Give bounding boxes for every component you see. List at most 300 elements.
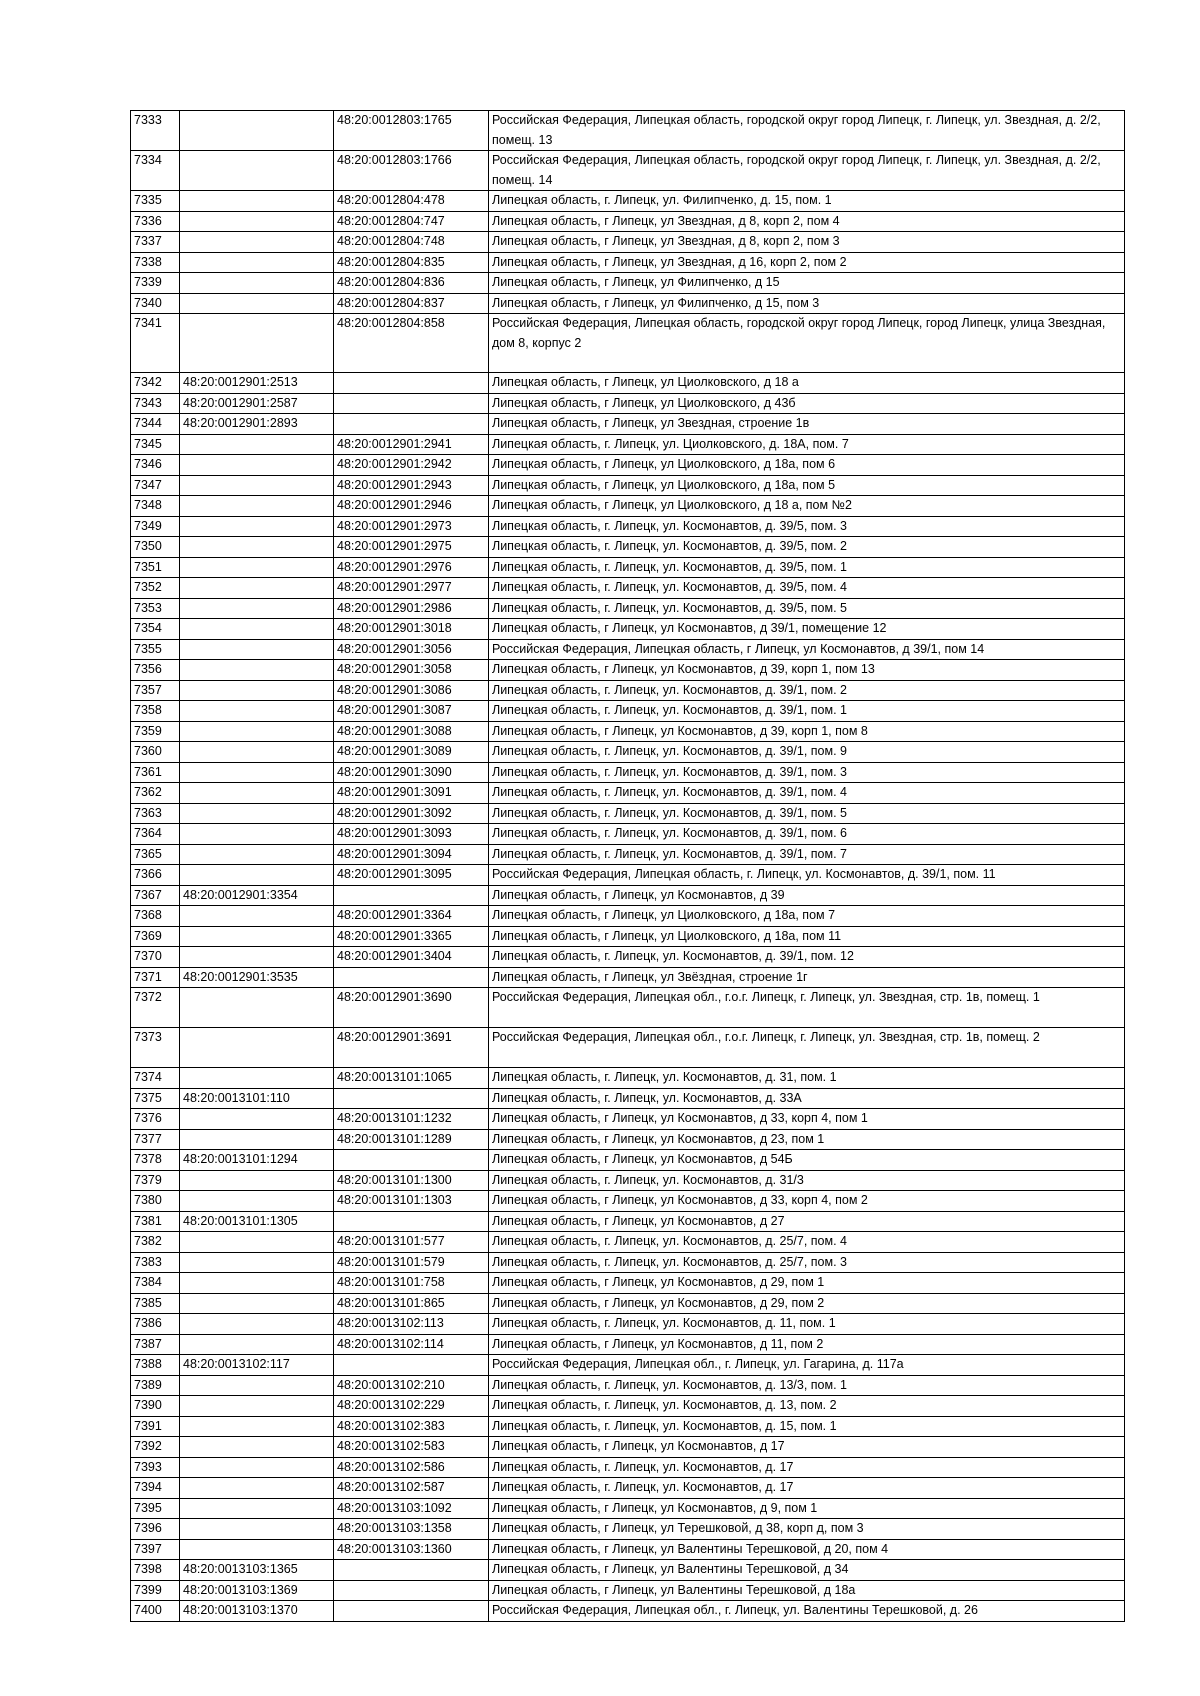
row-number-cell: 7397 xyxy=(131,1539,180,1560)
table-row xyxy=(131,844,1125,865)
address-cell: Липецкая область, г. Липецк, ул. Космонавтов, д. 39/5, пом. 4 xyxy=(489,578,1125,599)
table-row xyxy=(131,516,1125,537)
row-number-cell: 7343 xyxy=(131,393,180,414)
building-cadastral-number-cell xyxy=(180,273,334,294)
building-cadastral-number-cell xyxy=(180,721,334,742)
table-row xyxy=(131,1416,1125,1437)
table-row xyxy=(131,1314,1125,1335)
address-cell: Липецкая область, г. Липецк, ул. Космонавтов, д. 39/5, пом. 1 xyxy=(489,557,1125,578)
table-row xyxy=(131,111,1125,151)
building-cadastral-number-cell xyxy=(180,1375,334,1396)
table-row xyxy=(131,273,1125,294)
table-row xyxy=(131,1334,1125,1355)
address-cell: Липецкая область, г Липецк, ул Космонавтов, д 39/1, помещение 12 xyxy=(489,619,1125,640)
row-number-cell: 7338 xyxy=(131,252,180,273)
building-cadastral-number-cell: 48:20:0013103:1369 xyxy=(180,1580,334,1601)
premises-cadastral-number-cell: 48:20:0013102:229 xyxy=(334,1396,489,1417)
building-cadastral-number-cell xyxy=(180,947,334,968)
table-row xyxy=(131,742,1125,763)
premises-cadastral-number-cell: 48:20:0013101:1232 xyxy=(334,1109,489,1130)
row-number-cell: 7359 xyxy=(131,721,180,742)
address-cell: Липецкая область, г Липецк, ул Циолковского, д 18а, пом 5 xyxy=(489,475,1125,496)
building-cadastral-number-cell: 48:20:0012901:2893 xyxy=(180,414,334,435)
building-cadastral-number-cell xyxy=(180,1252,334,1273)
row-number-cell: 7349 xyxy=(131,516,180,537)
row-number-cell: 7375 xyxy=(131,1088,180,1109)
row-number-cell: 7383 xyxy=(131,1252,180,1273)
row-number-cell: 7387 xyxy=(131,1334,180,1355)
row-number-cell: 7366 xyxy=(131,865,180,886)
address-cell: Российская Федерация, Липецкая обл., г. Липецк, ул. Валентины Терешковой, д. 26 xyxy=(489,1601,1125,1622)
building-cadastral-number-cell: 48:20:0013101:110 xyxy=(180,1088,334,1109)
row-number-cell: 7369 xyxy=(131,926,180,947)
row-number-cell: 7389 xyxy=(131,1375,180,1396)
address-cell: Липецкая область, г Липецк, ул Космонавтов, д 54Б xyxy=(489,1150,1125,1171)
table-row xyxy=(131,1068,1125,1089)
address-cell: Липецкая область, г Липецк, ул Филипченко, д 15 xyxy=(489,273,1125,294)
premises-cadastral-number-cell: 48:20:0012901:3018 xyxy=(334,619,489,640)
premises-cadastral-number-cell: 48:20:0012901:3404 xyxy=(334,947,489,968)
address-cell: Липецкая область, г. Липецк, ул. Космонавтов, д. 39/5, пом. 2 xyxy=(489,537,1125,558)
row-number-cell: 7354 xyxy=(131,619,180,640)
building-cadastral-number-cell xyxy=(180,293,334,314)
building-cadastral-number-cell: 48:20:0013101:1305 xyxy=(180,1211,334,1232)
row-number-cell: 7362 xyxy=(131,783,180,804)
premises-cadastral-number-cell: 48:20:0012901:3087 xyxy=(334,701,489,722)
building-cadastral-number-cell xyxy=(180,742,334,763)
premises-cadastral-number-cell: 48:20:0013103:1092 xyxy=(334,1498,489,1519)
table-row xyxy=(131,906,1125,927)
row-number-cell: 7377 xyxy=(131,1129,180,1150)
table-row xyxy=(131,803,1125,824)
row-number-cell: 7339 xyxy=(131,273,180,294)
premises-cadastral-number-cell: 48:20:0012804:837 xyxy=(334,293,489,314)
row-number-cell: 7395 xyxy=(131,1498,180,1519)
table-row xyxy=(131,1396,1125,1417)
premises-cadastral-number-cell: 48:20:0012901:2941 xyxy=(334,434,489,455)
building-cadastral-number-cell xyxy=(180,191,334,212)
address-cell: Липецкая область, г. Липецк, ул. Космонавтов, д. 25/7, пом. 4 xyxy=(489,1232,1125,1253)
premises-cadastral-number-cell xyxy=(334,393,489,414)
row-number-cell: 7398 xyxy=(131,1560,180,1581)
premises-cadastral-number-cell: 48:20:0012804:747 xyxy=(334,211,489,232)
row-number-cell: 7358 xyxy=(131,701,180,722)
building-cadastral-number-cell xyxy=(180,232,334,253)
table-row xyxy=(131,393,1125,414)
address-cell: Липецкая область, г. Липецк, ул. Космонавтов, д. 39/1, пом. 6 xyxy=(489,824,1125,845)
address-cell: Липецкая область, г Липецк, ул Космонавтов, д 29, пом 2 xyxy=(489,1293,1125,1314)
table-row xyxy=(131,660,1125,681)
table-row xyxy=(131,721,1125,742)
row-number-cell: 7356 xyxy=(131,660,180,681)
premises-cadastral-number-cell: 48:20:0012901:2973 xyxy=(334,516,489,537)
building-cadastral-number-cell xyxy=(180,1273,334,1294)
premises-cadastral-number-cell: 48:20:0013101:1300 xyxy=(334,1170,489,1191)
building-cadastral-number-cell xyxy=(180,680,334,701)
premises-cadastral-number-cell: 48:20:0012901:3095 xyxy=(334,865,489,886)
building-cadastral-number-cell: 48:20:0013101:1294 xyxy=(180,1150,334,1171)
table-row xyxy=(131,824,1125,845)
premises-cadastral-number-cell: 48:20:0012901:3058 xyxy=(334,660,489,681)
address-cell: Липецкая область, г. Липецк, ул. Космонавтов, д. 39/1, пом. 2 xyxy=(489,680,1125,701)
row-number-cell: 7345 xyxy=(131,434,180,455)
row-number-cell: 7333 xyxy=(131,111,180,151)
table-row xyxy=(131,1293,1125,1314)
address-cell: Липецкая область, г. Липецк, ул. Космонавтов, д. 39/1, пом. 5 xyxy=(489,803,1125,824)
building-cadastral-number-cell xyxy=(180,660,334,681)
address-cell: Липецкая область, г. Липецк, ул. Космонавтов, д. 13, пом. 2 xyxy=(489,1396,1125,1417)
table-row xyxy=(131,1539,1125,1560)
building-cadastral-number-cell xyxy=(180,1478,334,1499)
building-cadastral-number-cell xyxy=(180,211,334,232)
premises-cadastral-number-cell xyxy=(334,1580,489,1601)
table-row xyxy=(131,1498,1125,1519)
row-number-cell: 7378 xyxy=(131,1150,180,1171)
table-row xyxy=(131,1478,1125,1499)
address-cell: Липецкая область, г Липецк, ул Космонавтов, д 39 xyxy=(489,885,1125,906)
building-cadastral-number-cell: 48:20:0012901:2513 xyxy=(180,373,334,394)
address-cell: Липецкая область, г. Липецк, ул. Космонавтов, д. 39/1, пом. 12 xyxy=(489,947,1125,968)
premises-cadastral-number-cell: 48:20:0013102:383 xyxy=(334,1416,489,1437)
building-cadastral-number-cell xyxy=(180,1129,334,1150)
building-cadastral-number-cell xyxy=(180,252,334,273)
premises-cadastral-number-cell: 48:20:0013102:587 xyxy=(334,1478,489,1499)
row-number-cell: 7365 xyxy=(131,844,180,865)
table-row xyxy=(131,557,1125,578)
premises-cadastral-number-cell xyxy=(334,1601,489,1622)
address-cell: Липецкая область, г Липецк, ул Валентины Терешковой, д 18а xyxy=(489,1580,1125,1601)
building-cadastral-number-cell xyxy=(180,1170,334,1191)
address-cell: Липецкая область, г Липецк, ул Звездная, д 16, корп 2, пом 2 xyxy=(489,252,1125,273)
table-row xyxy=(131,1375,1125,1396)
address-cell: Липецкая область, г. Липецк, ул. Космонавтов, д. 39/1, пом. 3 xyxy=(489,762,1125,783)
row-number-cell: 7346 xyxy=(131,455,180,476)
address-cell: Липецкая область, г Липецк, ул Звездная, д 8, корп 2, пом 3 xyxy=(489,232,1125,253)
address-cell: Липецкая область, г Липецк, ул Космонавтов, д 27 xyxy=(489,1211,1125,1232)
row-number-cell: 7370 xyxy=(131,947,180,968)
address-cell: Российская Федерация, Липецкая область, г. Липецк, ул. Космонавтов, д. 39/1, пом. 11 xyxy=(489,865,1125,886)
building-cadastral-number-cell xyxy=(180,1191,334,1212)
table-row xyxy=(131,1252,1125,1273)
row-number-cell: 7380 xyxy=(131,1191,180,1212)
row-number-cell: 7350 xyxy=(131,537,180,558)
premises-cadastral-number-cell: 48:20:0012901:3089 xyxy=(334,742,489,763)
building-cadastral-number-cell xyxy=(180,865,334,886)
row-number-cell: 7337 xyxy=(131,232,180,253)
premises-cadastral-number-cell: 48:20:0013102:114 xyxy=(334,1334,489,1355)
premises-cadastral-number-cell: 48:20:0012901:2986 xyxy=(334,598,489,619)
building-cadastral-number-cell: 48:20:0013103:1370 xyxy=(180,1601,334,1622)
address-cell: Липецкая область, г. Липецк, ул. Космонавтов, д. 39/1, пом. 1 xyxy=(489,701,1125,722)
table-row xyxy=(131,578,1125,599)
address-cell: Российская Федерация, Липецкая обл., г. Липецк, ул. Гагарина, д. 117а xyxy=(489,1355,1125,1376)
building-cadastral-number-cell xyxy=(180,434,334,455)
address-cell: Липецкая область, г Липецк, ул Валентины Терешковой, д 20, пом 4 xyxy=(489,1539,1125,1560)
premises-cadastral-number-cell: 48:20:0012901:2942 xyxy=(334,455,489,476)
premises-cadastral-number-cell: 48:20:0012901:2977 xyxy=(334,578,489,599)
table-row xyxy=(131,496,1125,517)
table-row xyxy=(131,434,1125,455)
table-row xyxy=(131,455,1125,476)
building-cadastral-number-cell xyxy=(180,1396,334,1417)
table-row xyxy=(131,1211,1125,1232)
premises-cadastral-number-cell xyxy=(334,1150,489,1171)
premises-cadastral-number-cell: 48:20:0012901:3091 xyxy=(334,783,489,804)
building-cadastral-number-cell xyxy=(180,111,334,151)
table-row xyxy=(131,1273,1125,1294)
building-cadastral-number-cell: 48:20:0012901:2587 xyxy=(180,393,334,414)
table-row xyxy=(131,373,1125,394)
address-cell: Липецкая область, г. Липецк, ул. Космонавтов, д. 39/5, пом. 3 xyxy=(489,516,1125,537)
table-row xyxy=(131,414,1125,435)
table-row xyxy=(131,1437,1125,1458)
premises-cadastral-number-cell: 48:20:0012901:2943 xyxy=(334,475,489,496)
address-cell: Российская Федерация, Липецкая область, городской округ город Липецк, город Липецк, улица Звездная, дом 8, корпус 2 xyxy=(489,314,1125,373)
premises-cadastral-number-cell: 48:20:0012804:836 xyxy=(334,273,489,294)
address-cell: Липецкая область, г. Липецк, ул. Филипченко, д. 15, пом. 1 xyxy=(489,191,1125,212)
table-row xyxy=(131,1129,1125,1150)
table-row xyxy=(131,1109,1125,1130)
building-cadastral-number-cell: 48:20:0013102:117 xyxy=(180,1355,334,1376)
row-number-cell: 7347 xyxy=(131,475,180,496)
address-cell: Липецкая область, г Липецк, ул Космонавтов, д 33, корп 4, пом 1 xyxy=(489,1109,1125,1130)
building-cadastral-number-cell xyxy=(180,1314,334,1335)
table-row xyxy=(131,988,1125,1028)
row-number-cell: 7391 xyxy=(131,1416,180,1437)
building-cadastral-number-cell xyxy=(180,1334,334,1355)
building-cadastral-number-cell xyxy=(180,455,334,476)
table-row xyxy=(131,947,1125,968)
address-cell: Российская Федерация, Липецкая область, городской округ город Липецк, г. Липецк, ул. Звездная, д. 2/2, помещ. 14 xyxy=(489,151,1125,191)
building-cadastral-number-cell xyxy=(180,1539,334,1560)
building-cadastral-number-cell xyxy=(180,578,334,599)
building-cadastral-number-cell xyxy=(180,701,334,722)
premises-cadastral-number-cell: 48:20:0013101:865 xyxy=(334,1293,489,1314)
row-number-cell: 7360 xyxy=(131,742,180,763)
premises-cadastral-number-cell xyxy=(334,967,489,988)
premises-cadastral-number-cell: 48:20:0012901:3056 xyxy=(334,639,489,660)
premises-cadastral-number-cell: 48:20:0013101:1289 xyxy=(334,1129,489,1150)
building-cadastral-number-cell xyxy=(180,496,334,517)
row-number-cell: 7396 xyxy=(131,1519,180,1540)
row-number-cell: 7384 xyxy=(131,1273,180,1294)
building-cadastral-number-cell xyxy=(180,557,334,578)
row-number-cell: 7390 xyxy=(131,1396,180,1417)
table-row xyxy=(131,619,1125,640)
address-cell: Липецкая область, г Липецк, ул Космонавтов, д 11, пом 2 xyxy=(489,1334,1125,1355)
building-cadastral-number-cell: 48:20:0012901:3354 xyxy=(180,885,334,906)
table-row xyxy=(131,865,1125,886)
premises-cadastral-number-cell: 48:20:0013102:586 xyxy=(334,1457,489,1478)
address-cell: Липецкая область, г. Липецк, ул. Космонавтов, д. 39/1, пом. 9 xyxy=(489,742,1125,763)
address-cell: Липецкая область, г. Липецк, ул. Космонавтов, д. 17 xyxy=(489,1457,1125,1478)
building-cadastral-number-cell xyxy=(180,844,334,865)
premises-cadastral-number-cell xyxy=(334,414,489,435)
row-number-cell: 7363 xyxy=(131,803,180,824)
building-cadastral-number-cell xyxy=(180,1109,334,1130)
table-row xyxy=(131,191,1125,212)
premises-cadastral-number-cell: 48:20:0013103:1358 xyxy=(334,1519,489,1540)
premises-cadastral-number-cell: 48:20:0013101:1065 xyxy=(334,1068,489,1089)
premises-cadastral-number-cell xyxy=(334,885,489,906)
address-cell: Липецкая область, г Липецк, ул Звездная, д 8, корп 2, пом 4 xyxy=(489,211,1125,232)
table-row xyxy=(131,537,1125,558)
table-row xyxy=(131,967,1125,988)
premises-cadastral-number-cell: 48:20:0013101:577 xyxy=(334,1232,489,1253)
table-row xyxy=(131,1560,1125,1581)
building-cadastral-number-cell xyxy=(180,475,334,496)
table-row xyxy=(131,926,1125,947)
premises-cadastral-number-cell: 48:20:0013102:210 xyxy=(334,1375,489,1396)
address-cell: Липецкая область, г Липецк, ул Космонавтов, д 29, пом 1 xyxy=(489,1273,1125,1294)
row-number-cell: 7340 xyxy=(131,293,180,314)
premises-cadastral-number-cell: 48:20:0012901:3090 xyxy=(334,762,489,783)
premises-cadastral-number-cell: 48:20:0012803:1766 xyxy=(334,151,489,191)
table-row xyxy=(131,1355,1125,1376)
building-cadastral-number-cell xyxy=(180,762,334,783)
building-cadastral-number-cell xyxy=(180,1457,334,1478)
address-cell: Российская Федерация, Липецкая обл., г.о.г. Липецк, г. Липецк, ул. Звездная, стр. 1в, помещ. 1 xyxy=(489,988,1125,1028)
premises-cadastral-number-cell: 48:20:0012901:2975 xyxy=(334,537,489,558)
building-cadastral-number-cell xyxy=(180,988,334,1028)
row-number-cell: 7379 xyxy=(131,1170,180,1191)
row-number-cell: 7371 xyxy=(131,967,180,988)
address-cell: Липецкая область, г Липецк, ул Циолковского, д 43б xyxy=(489,393,1125,414)
address-cell: Липецкая область, г. Липецк, ул. Космонавтов, д. 25/7, пом. 3 xyxy=(489,1252,1125,1273)
row-number-cell: 7341 xyxy=(131,314,180,373)
address-cell: Липецкая область, г. Липецк, ул. Космонавтов, д. 39/1, пом. 7 xyxy=(489,844,1125,865)
address-cell: Липецкая область, г Липецк, ул Циолковского, д 18 а xyxy=(489,373,1125,394)
premises-cadastral-number-cell xyxy=(334,1355,489,1376)
row-number-cell: 7368 xyxy=(131,906,180,927)
row-number-cell: 7353 xyxy=(131,598,180,619)
building-cadastral-number-cell xyxy=(180,151,334,191)
premises-cadastral-number-cell: 48:20:0012804:478 xyxy=(334,191,489,212)
address-cell: Липецкая область, г Липецк, ул Звездная, строение 1в xyxy=(489,414,1125,435)
premises-cadastral-number-cell: 48:20:0013102:583 xyxy=(334,1437,489,1458)
address-cell: Липецкая область, г Липецк, ул Валентины Терешковой, д 34 xyxy=(489,1560,1125,1581)
building-cadastral-number-cell xyxy=(180,1232,334,1253)
row-number-cell: 7342 xyxy=(131,373,180,394)
address-cell: Липецкая область, г Липецк, ул Космонавтов, д 23, пом 1 xyxy=(489,1129,1125,1150)
address-cell: Российская Федерация, Липецкая область, г Липецк, ул Космонавтов, д 39/1, пом 14 xyxy=(489,639,1125,660)
table-row xyxy=(131,252,1125,273)
row-number-cell: 7364 xyxy=(131,824,180,845)
table-row xyxy=(131,1519,1125,1540)
row-number-cell: 7372 xyxy=(131,988,180,1028)
row-number-cell: 7367 xyxy=(131,885,180,906)
row-number-cell: 7388 xyxy=(131,1355,180,1376)
premises-cadastral-number-cell: 48:20:0012901:3093 xyxy=(334,824,489,845)
table-row xyxy=(131,1191,1125,1212)
row-number-cell: 7344 xyxy=(131,414,180,435)
table-row xyxy=(131,151,1125,191)
table-row xyxy=(131,639,1125,660)
premises-cadastral-number-cell: 48:20:0012901:3691 xyxy=(334,1028,489,1068)
row-number-cell: 7394 xyxy=(131,1478,180,1499)
table-row xyxy=(131,211,1125,232)
address-cell: Липецкая область, г. Липецк, ул. Циолковского, д. 18А, пом. 7 xyxy=(489,434,1125,455)
premises-cadastral-number-cell: 48:20:0012901:3086 xyxy=(334,680,489,701)
premises-cadastral-number-cell xyxy=(334,1560,489,1581)
address-cell: Липецкая область, г. Липецк, ул. Космонавтов, д. 39/5, пом. 5 xyxy=(489,598,1125,619)
row-number-cell: 7348 xyxy=(131,496,180,517)
address-cell: Липецкая область, г. Липецк, ул. Космонавтов, д. 33А xyxy=(489,1088,1125,1109)
premises-cadastral-number-cell: 48:20:0012901:3364 xyxy=(334,906,489,927)
table-row xyxy=(131,1170,1125,1191)
premises-cadastral-number-cell: 48:20:0013103:1360 xyxy=(334,1539,489,1560)
row-number-cell: 7355 xyxy=(131,639,180,660)
building-cadastral-number-cell xyxy=(180,537,334,558)
address-cell: Липецкая область, г Липецк, ул Циолковского, д 18а, пом 7 xyxy=(489,906,1125,927)
row-number-cell: 7399 xyxy=(131,1580,180,1601)
address-cell: Липецкая область, г Липецк, ул Космонавтов, д 39, корп 1, пом 8 xyxy=(489,721,1125,742)
address-cell: Российская Федерация, Липецкая обл., г.о.г. Липецк, г. Липецк, ул. Звездная, стр. 1в, помещ. 2 xyxy=(489,1028,1125,1068)
property-table xyxy=(130,110,1125,1622)
row-number-cell: 7382 xyxy=(131,1232,180,1253)
address-cell: Липецкая область, г. Липецк, ул. Космонавтов, д. 11, пом. 1 xyxy=(489,1314,1125,1335)
premises-cadastral-number-cell: 48:20:0012901:3365 xyxy=(334,926,489,947)
table-row xyxy=(131,598,1125,619)
building-cadastral-number-cell xyxy=(180,516,334,537)
building-cadastral-number-cell xyxy=(180,619,334,640)
premises-cadastral-number-cell xyxy=(334,373,489,394)
building-cadastral-number-cell xyxy=(180,1028,334,1068)
building-cadastral-number-cell xyxy=(180,803,334,824)
row-number-cell: 7334 xyxy=(131,151,180,191)
premises-cadastral-number-cell: 48:20:0012901:3690 xyxy=(334,988,489,1028)
row-number-cell: 7373 xyxy=(131,1028,180,1068)
table-row xyxy=(131,475,1125,496)
table-row xyxy=(131,232,1125,253)
address-cell: Липецкая область, г Липецк, ул Космонавтов, д 33, корп 4, пом 2 xyxy=(489,1191,1125,1212)
table-row xyxy=(131,762,1125,783)
row-number-cell: 7352 xyxy=(131,578,180,599)
building-cadastral-number-cell xyxy=(180,1437,334,1458)
building-cadastral-number-cell xyxy=(180,1293,334,1314)
premises-cadastral-number-cell: 48:20:0012804:748 xyxy=(334,232,489,253)
table-row xyxy=(131,783,1125,804)
row-number-cell: 7392 xyxy=(131,1437,180,1458)
premises-cadastral-number-cell: 48:20:0012804:858 xyxy=(334,314,489,373)
building-cadastral-number-cell xyxy=(180,906,334,927)
table-row xyxy=(131,1150,1125,1171)
premises-cadastral-number-cell: 48:20:0013101:1303 xyxy=(334,1191,489,1212)
address-cell: Липецкая область, г Липецк, ул Циолковского, д 18а, пом 6 xyxy=(489,455,1125,476)
address-cell: Липецкая область, г Липецк, ул Циолковского, д 18а, пом 11 xyxy=(489,926,1125,947)
premises-cadastral-number-cell xyxy=(334,1088,489,1109)
premises-cadastral-number-cell xyxy=(334,1211,489,1232)
table-row xyxy=(131,1580,1125,1601)
building-cadastral-number-cell xyxy=(180,824,334,845)
premises-cadastral-number-cell: 48:20:0013102:113 xyxy=(334,1314,489,1335)
address-cell: Липецкая область, г. Липецк, ул. Космонавтов, д. 31, пом. 1 xyxy=(489,1068,1125,1089)
building-cadastral-number-cell xyxy=(180,1498,334,1519)
row-number-cell: 7400 xyxy=(131,1601,180,1622)
row-number-cell: 7386 xyxy=(131,1314,180,1335)
table-row xyxy=(131,1232,1125,1253)
premises-cadastral-number-cell: 48:20:0012901:3094 xyxy=(334,844,489,865)
address-cell: Липецкая область, г Липецк, ул Филипченко, д 15, пом 3 xyxy=(489,293,1125,314)
premises-cadastral-number-cell: 48:20:0012901:2976 xyxy=(334,557,489,578)
premises-cadastral-number-cell: 48:20:0012901:3088 xyxy=(334,721,489,742)
address-cell: Липецкая область, г. Липецк, ул. Космонавтов, д. 39/1, пом. 4 xyxy=(489,783,1125,804)
address-cell: Липецкая область, г Липецк, ул Космонавтов, д 9, пом 1 xyxy=(489,1498,1125,1519)
row-number-cell: 7381 xyxy=(131,1211,180,1232)
building-cadastral-number-cell: 48:20:0012901:3535 xyxy=(180,967,334,988)
table-row xyxy=(131,885,1125,906)
table-row xyxy=(131,1028,1125,1068)
